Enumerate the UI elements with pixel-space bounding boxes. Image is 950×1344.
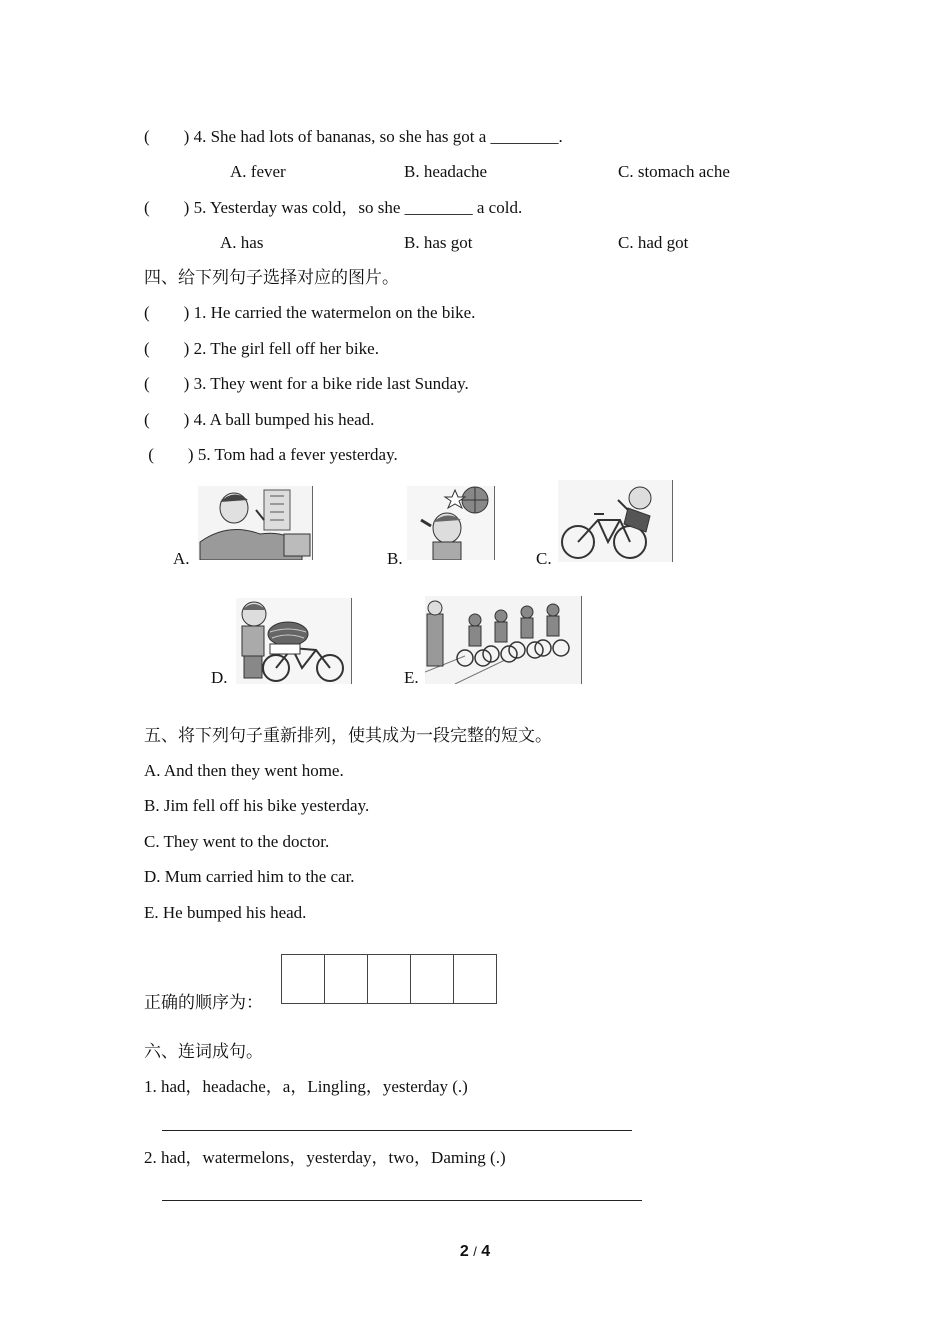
picture-e-group-bike-ride [425, 596, 582, 684]
order-box-2[interactable] [325, 955, 368, 1003]
question-3-4-option-b: B. headache [404, 162, 488, 181]
section-4-item-1: ( ) 1. He carried the watermelon on the bike. [144, 303, 476, 322]
order-answer-boxes[interactable] [281, 954, 497, 1004]
order-box-1[interactable] [282, 955, 325, 1003]
picture-label-c: C. [536, 549, 552, 568]
question-3-4-stem: ( ) 4. She had lots of bananas, so she has got a ________. [144, 127, 563, 146]
order-box-3[interactable] [368, 955, 411, 1003]
section-6-question-1: 1. had，headache，a，Lingling，yesterday (.) [144, 1077, 468, 1096]
section-6-question-2: 2. had，watermelons，yesterday，two，Daming (.) [144, 1148, 506, 1167]
question-3-5-option-b: B. has got [404, 233, 473, 252]
section-5-item-c: C. They went to the doctor. [144, 832, 330, 851]
page-number [0, 1243, 950, 1261]
page-total: 4 [481, 1243, 491, 1260]
section-4-item-3: ( ) 3. They went for a bike ride last Sunday. [144, 374, 469, 393]
page-separator: / [473, 1244, 477, 1259]
order-box-5[interactable] [454, 955, 496, 1003]
order-box-4[interactable] [411, 955, 454, 1003]
picture-label-b: B. [387, 549, 403, 568]
section-4-item-5: ( ) 5. Tom had a fever yesterday. [144, 445, 398, 464]
section-6-heading: 六、连词成句。 [144, 1042, 263, 1061]
question-3-5-option-a: A. has [220, 233, 264, 252]
picture-a-fever [198, 486, 313, 560]
section-5-heading: 五、将下列句子重新排列，使其成为一段完整的短文。 [144, 726, 552, 745]
picture-label-a: A. [173, 549, 190, 568]
section-5-item-d: D. Mum carried him to the car. [144, 867, 355, 886]
picture-label-d: D. [211, 668, 228, 687]
answer-line-2[interactable] [162, 1200, 642, 1201]
picture-label-e: E. [404, 668, 419, 687]
section-5-item-a: A. And then they went home. [144, 761, 344, 780]
answer-line-1[interactable] [162, 1130, 632, 1131]
question-3-4-option-c: C. stomach ache [618, 162, 730, 181]
page-current: 2 [459, 1243, 469, 1260]
question-3-5-option-c: C. had got [618, 233, 689, 252]
picture-c-fell-off-bike [558, 480, 673, 562]
section-4-item-4: ( ) 4. A ball bumped his head. [144, 410, 375, 429]
question-3-4-option-a: A. fever [230, 162, 286, 181]
picture-d-watermelon-bike [236, 598, 352, 684]
question-3-5-stem: ( ) 5. Yesterday was cold，so she ________ a cold. [144, 198, 523, 217]
section-4-heading: 四、给下列句子选择对应的图片。 [144, 268, 399, 287]
section-5-item-e: E. He bumped his head. [144, 903, 307, 922]
section-5-item-b: B. Jim fell off his bike yesterday. [144, 796, 370, 815]
order-label: 正确的顺序为： [144, 993, 263, 1012]
picture-b-ball-bump [407, 486, 495, 560]
section-4-item-2: ( ) 2. The girl fell off her bike. [144, 339, 379, 358]
